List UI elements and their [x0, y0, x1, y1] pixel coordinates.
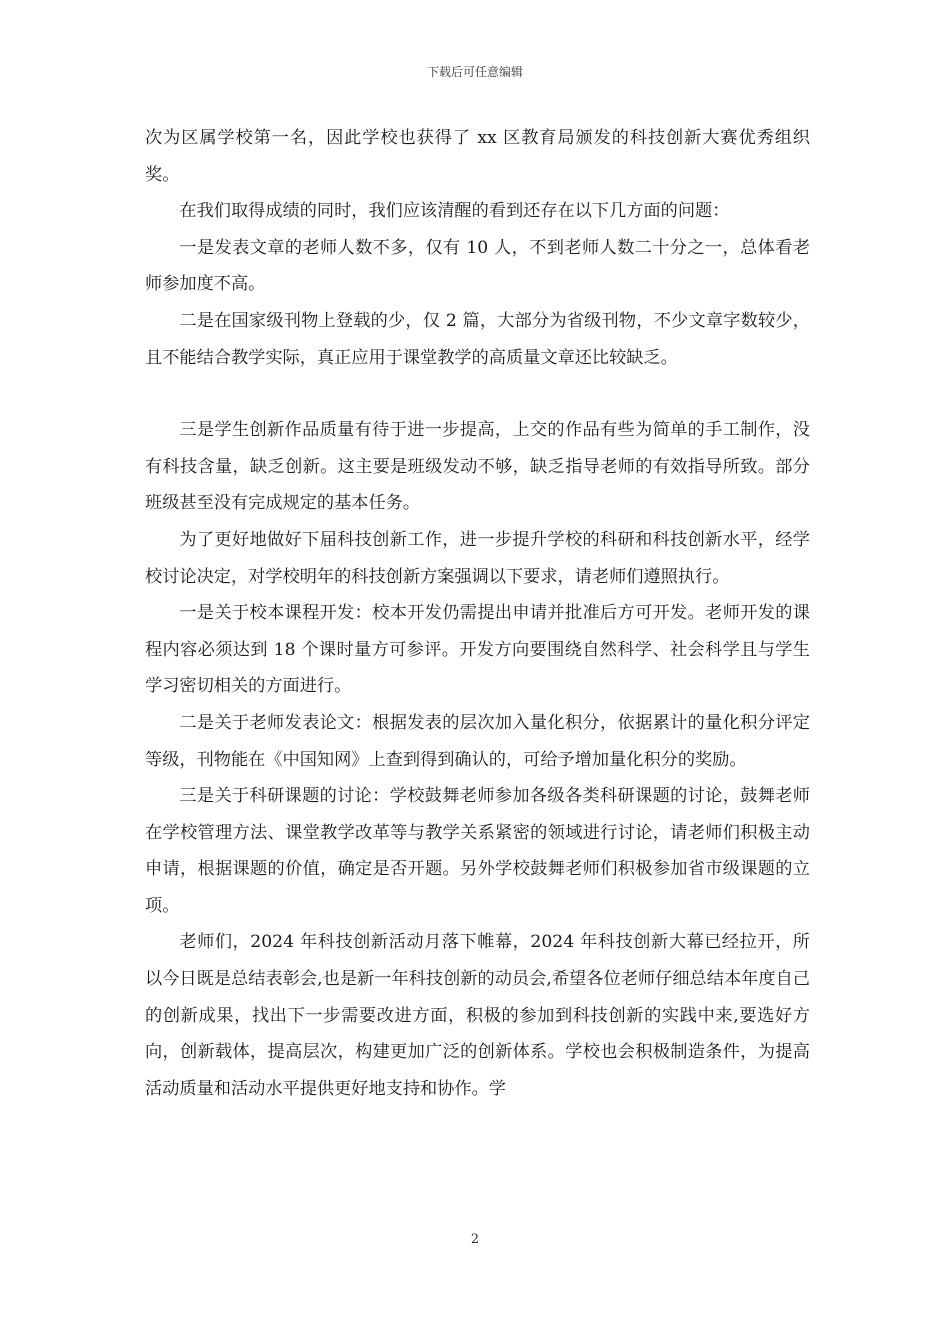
page-number: 2 — [470, 1232, 480, 1247]
paragraph-problem-1: 一是发表文章的老师人数不多，仅有 10 人，不到老师人数二十分之一，总体看老师参加度不高。 — [145, 237, 810, 295]
page-header: 下载后可任意编辑 — [426, 65, 523, 79]
paragraph-problems-intro: 在我们取得成绩的同时，我们应该清醒的看到还存在以下几方面的问题： — [179, 201, 730, 222]
paragraph-requirement-1: 一是关于校本课程开发：校本开发仍需提出申请并批准后方可开发。老师开发的课程内容必须达到 18 个课时量方可参评。开发方向要围绕自然科学、社会科学且与学生学习密切相关的方面进行。 — [145, 603, 810, 697]
paragraph-requirement-3: 三是关于科研课题的讨论：学校鼓舞老师参加各级各类科研课题的讨论，鼓舞老师在学校管理方法、课堂教学改革等与教学关系紧密的领域进行讨论，请老师们积极主动申请，根据课题的价值，确定是否开题。另外学校鼓舞老师们积极参加省市级课题的立项。 — [145, 786, 810, 916]
paragraph-closing: 老师们，2024 年科技创新活动月落下帷幕，2024 年科技创新大幕已经拉开，所以今日既是总结表彰会,也是新一年科技创新的动员会,希望各位老师仔细总结本年度自己的创新成果，找出下一步需要改进方面，积极的参加到科技创新的实践中来,要选好方向，创新载体，提高层次，构建更加广泛的创新体系。学校也会积极制造条件，为提高活动质量和活动水平提供更好地支持和协作。学 — [145, 932, 810, 1099]
paragraph-problem-2: 二是在国家级刊物上登载的少，仅 2 篇，大部分为省级刊物，不少文章字数较少，且不能结合教学实际，真正应用于课堂教学的高质量文章还比较缺乏。 — [145, 310, 810, 368]
paragraph-continuation: 次为区属学校第一名，因此学校也获得了 xx 区教育局颁发的科技创新大赛优秀组织奖。 — [145, 128, 810, 185]
document-body — [145, 120, 810, 1107]
paragraph-problem-3: 三是学生创新作品质量有待于进一步提高，上交的作品有些为简单的手工制作，没有科技含量，缺乏创新。这主要是班级发动不够，缺乏指导老师的有效指导所致。部分班级甚至没有完成规定的基本任务。 — [145, 420, 810, 514]
paragraph-requirements-intro: 为了更好地做好下届科技创新工作，进一步提升学校的科研和科技创新水平，经学校讨论决定，对学校明年的科技创新方案强调以下要求，请老师们遵照执行。 — [145, 529, 810, 587]
paragraph-requirement-2: 二是关于老师发表论文：根据发表的层次加入量化积分，依据累计的量化积分评定等级，刊物能在《中国知网》上查到得到确认的，可给予增加量化积分的奖励。 — [145, 712, 810, 770]
